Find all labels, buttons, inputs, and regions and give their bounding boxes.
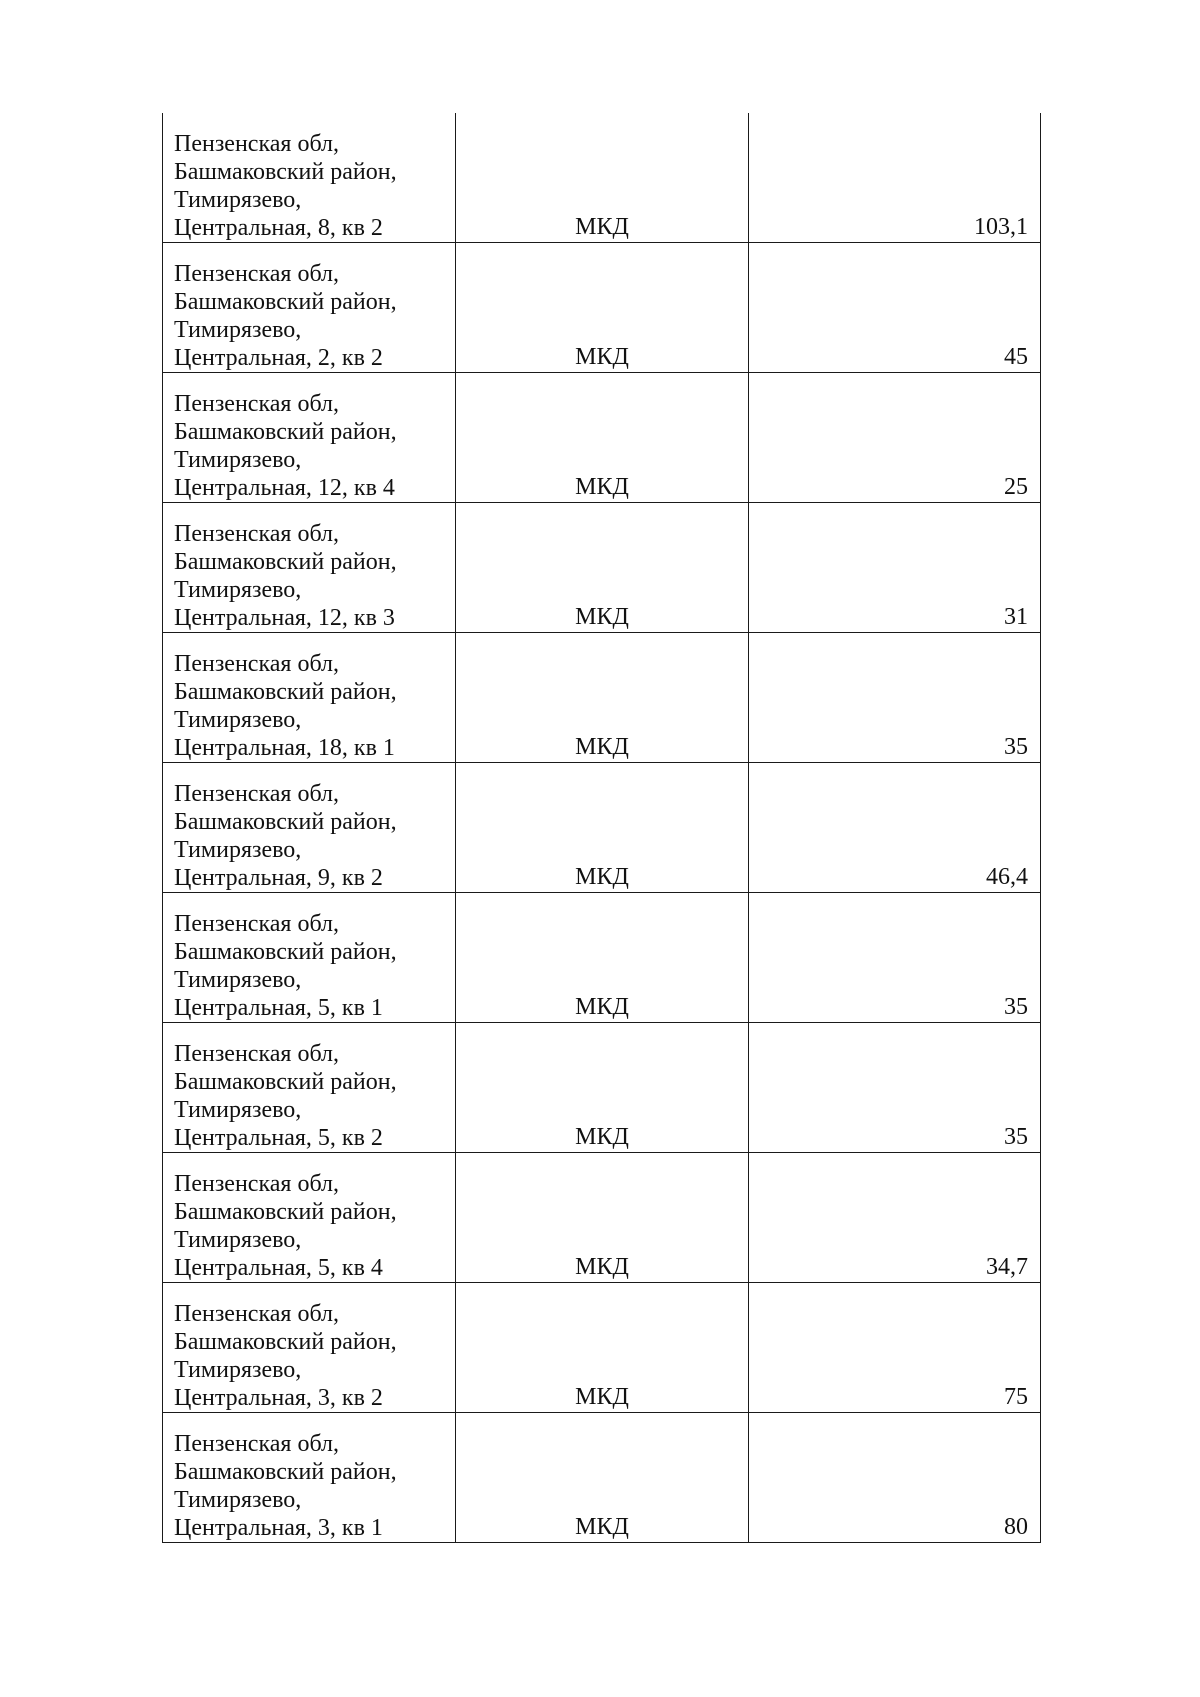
- area-cell: 35: [749, 893, 1041, 1023]
- address-cell: [163, 1153, 456, 1283]
- building-type-cell: МКД: [456, 243, 749, 373]
- address-line: Башмаковский район,: [174, 1329, 397, 1355]
- address-line: Центральная, 18, кв 1: [174, 735, 395, 761]
- area-cell: 75: [749, 1283, 1041, 1413]
- address-line: Пензенская обл,: [174, 1041, 340, 1067]
- address-lines: [174, 893, 449, 1022]
- building-type-cell: МКД: [456, 763, 749, 893]
- address-lines: [174, 1283, 449, 1412]
- table-row: [163, 243, 1041, 373]
- table-row: [163, 373, 1041, 503]
- table-row: [163, 1023, 1041, 1153]
- address-line: Башмаковский район,: [174, 809, 397, 835]
- address-cell: [163, 373, 456, 503]
- address-line: Центральная, 3, кв 2: [174, 1385, 383, 1411]
- area-cell: 103,1: [749, 113, 1041, 243]
- building-type-cell: МКД: [456, 633, 749, 763]
- address-line: Центральная, 2, кв 2: [174, 345, 383, 371]
- area-cell: 35: [749, 1023, 1041, 1153]
- building-type-cell: МКД: [456, 373, 749, 503]
- address-cell: [163, 763, 456, 893]
- address-lines: [174, 503, 449, 632]
- address-line: Тимирязево,: [174, 1357, 302, 1383]
- address-line: Пензенская обл,: [174, 1301, 340, 1327]
- table-row: [163, 763, 1041, 893]
- area-cell: 45: [749, 243, 1041, 373]
- address-lines: [174, 763, 449, 892]
- address-cell: [163, 503, 456, 633]
- address-lines: [174, 1153, 449, 1282]
- address-line: Тимирязево,: [174, 967, 302, 993]
- address-line: Тимирязево,: [174, 1227, 302, 1253]
- address-line: Башмаковский район,: [174, 679, 397, 705]
- address-line: Центральная, 9, кв 2: [174, 865, 383, 891]
- address-line: Центральная, 5, кв 1: [174, 995, 383, 1021]
- table-row: [163, 1413, 1041, 1543]
- building-type-cell: МКД: [456, 503, 749, 633]
- table-row: [163, 503, 1041, 633]
- address-cell: [163, 1023, 456, 1153]
- address-line: Тимирязево,: [174, 837, 302, 863]
- address-lines: [174, 113, 449, 242]
- building-type-cell: МКД: [456, 113, 749, 243]
- address-cell: [163, 243, 456, 373]
- building-type-cell: МКД: [456, 1153, 749, 1283]
- address-line: Башмаковский район,: [174, 549, 397, 575]
- building-type-cell: МКД: [456, 893, 749, 1023]
- address-cell: [163, 633, 456, 763]
- table-row: [163, 893, 1041, 1023]
- area-cell: 31: [749, 503, 1041, 633]
- area-cell: 25: [749, 373, 1041, 503]
- building-type-cell: МКД: [456, 1023, 749, 1153]
- address-line: Центральная, 3, кв 1: [174, 1515, 383, 1541]
- address-line: Башмаковский район,: [174, 1459, 397, 1485]
- address-cell: [163, 113, 456, 243]
- building-type-cell: МКД: [456, 1413, 749, 1543]
- address-line: Пензенская обл,: [174, 521, 340, 547]
- address-line: Башмаковский район,: [174, 1069, 397, 1095]
- table-row: [163, 633, 1041, 763]
- address-lines: [174, 1413, 449, 1542]
- address-line: Пензенская обл,: [174, 1171, 340, 1197]
- address-line: Башмаковский район,: [174, 419, 397, 445]
- address-line: Пензенская обл,: [174, 261, 340, 287]
- property-table: [162, 113, 1041, 1543]
- address-lines: [174, 633, 449, 762]
- area-cell: 34,7: [749, 1153, 1041, 1283]
- table-row: [163, 1153, 1041, 1283]
- area-cell: 46,4: [749, 763, 1041, 893]
- address-cell: [163, 1413, 456, 1543]
- address-line: Центральная, 12, кв 4: [174, 475, 395, 501]
- address-line: Тимирязево,: [174, 1487, 302, 1513]
- address-lines: [174, 243, 449, 372]
- address-cell: [163, 893, 456, 1023]
- area-cell: 35: [749, 633, 1041, 763]
- address-line: Пензенская обл,: [174, 1431, 340, 1457]
- address-line: Башмаковский район,: [174, 159, 397, 185]
- address-line: Пензенская обл,: [174, 131, 340, 157]
- address-lines: [174, 373, 449, 502]
- address-line: Тимирязево,: [174, 577, 302, 603]
- address-lines: [174, 1023, 449, 1152]
- address-line: Тимирязево,: [174, 1097, 302, 1123]
- table-row: [163, 1283, 1041, 1413]
- address-line: Тимирязево,: [174, 187, 302, 213]
- address-line: Пензенская обл,: [174, 781, 340, 807]
- table-body: [163, 113, 1041, 1543]
- address-line: Башмаковский район,: [174, 939, 397, 965]
- address-cell: [163, 1283, 456, 1413]
- table-row: [163, 113, 1041, 243]
- address-line: Пензенская обл,: [174, 651, 340, 677]
- address-line: Центральная, 8, кв 2: [174, 215, 383, 241]
- area-cell: 80: [749, 1413, 1041, 1543]
- address-line: Пензенская обл,: [174, 391, 340, 417]
- address-line: Центральная, 5, кв 2: [174, 1125, 383, 1151]
- address-line: Тимирязево,: [174, 317, 302, 343]
- address-line: Пензенская обл,: [174, 911, 340, 937]
- address-line: Тимирязево,: [174, 707, 302, 733]
- building-type-cell: МКД: [456, 1283, 749, 1413]
- address-line: Тимирязево,: [174, 447, 302, 473]
- address-line: Башмаковский район,: [174, 289, 397, 315]
- address-line: Центральная, 12, кв 3: [174, 605, 395, 631]
- address-line: Центральная, 5, кв 4: [174, 1255, 383, 1281]
- address-line: Башмаковский район,: [174, 1199, 397, 1225]
